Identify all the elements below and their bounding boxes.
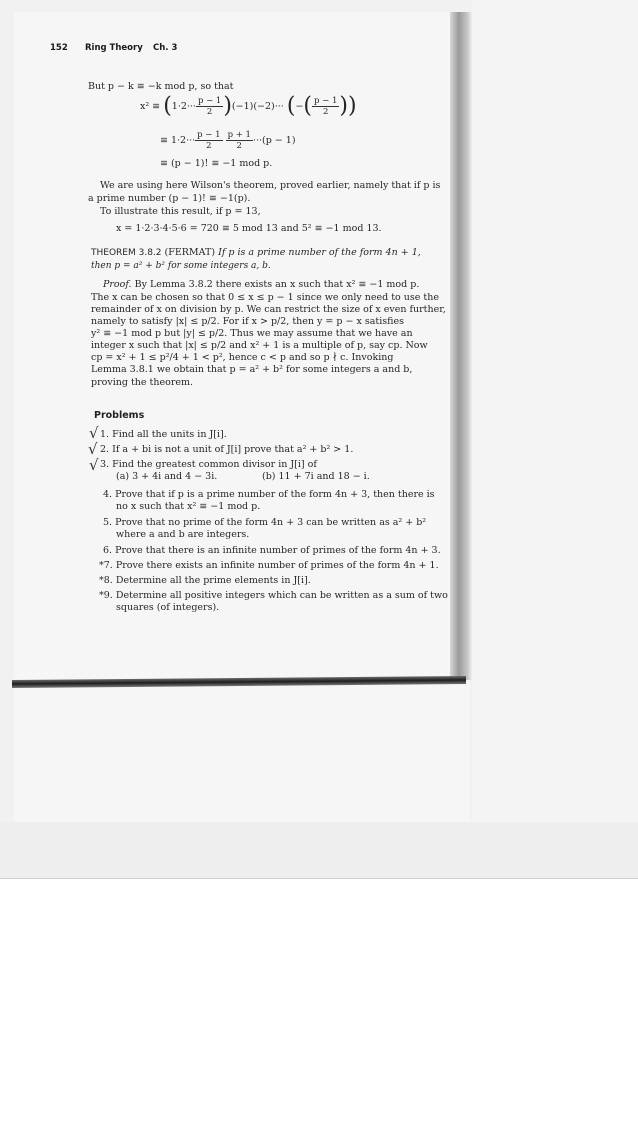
proof-tail-line: But p − k ≡ −k mod p, so that [88,81,234,92]
theorem-text: If p is a prime number of the form 4n + 1, [218,247,421,258]
handwritten-check-icon: √ [89,424,99,442]
book-title: Ring Theory [85,43,143,53]
eq1-product: 1·2··· [171,101,196,112]
problem-item-cont: no x such that x² ≡ −1 mod p. [116,501,261,512]
eq1-negatives: (−1)(−2)··· [231,101,284,112]
problem-item: 4. Prove that if p is a prime number of the form 4n + 3, then there is [103,489,435,500]
remark-example: x = 1·2·3·4·5·6 = 720 ≡ 5 mod 13 and 5² ≡ −1 mod 13. [116,223,382,234]
scan-boundary [0,878,638,879]
eq1-lhs: x² ≡ [140,101,161,112]
proof-line: y² ≡ −1 mod p but |y| ≤ p/2. Thus we may assume that we have an [91,328,413,339]
proof-label: Proof. [103,279,132,290]
theorem-attribution: (FERMAT) [164,247,216,258]
chapter-label: Ch. 3 [153,43,178,53]
theorem-label: THEOREM 3.8.2 [91,248,162,258]
problem-item: 2. If a + bi is not a unit of J[i] prove that a² + b² > 1. [100,444,354,455]
fraction: $\frac{p - 1}{2}$ [314,96,338,117]
problem-item: 3. Find the greatest common divisor in J[i] of [100,459,317,470]
theorem-text-cont: then p = a² + b² for some integers a, b. [91,261,271,271]
fraction: $\frac{p - 1}{2}$ [197,130,221,151]
scanner-margin [472,0,638,878]
theorem-statement [91,247,421,259]
page-spine-shadow [450,12,472,680]
fraction: $\frac{p - 1}{2}$ [197,96,222,117]
eq1-neg-sign: − [295,101,304,112]
problem-item: 5. Prove that no prime of the form 4n + 3 can be written as a² + b² [103,517,427,528]
handwritten-check-icon: √ [89,456,99,474]
problem-subitem: (b) 11 + 7i and 18 − i. [262,471,370,482]
equation-1 [140,93,357,119]
problem-subitem: (a) 3 + 4i and 4 − 3i. [116,471,218,482]
scanner-bottom-area [0,822,638,878]
remark-line: We are using here Wilson's theorem, proved earlier, namely that if p is [100,180,441,191]
proof-line: Lemma 3.8.1 we obtain that p = a² + b² for some integers a and b, [91,364,413,375]
eq2-product: ≡ 1·2··· [160,135,196,146]
proof-line: cp = x² + 1 ≤ p²/4 + 1 < p², hence c < p and so p ∤ c. Invoking [91,352,394,363]
eq2-tail: ···(p − 1) [252,135,296,146]
problems-heading: Problems [94,410,145,421]
paren-open: ( [163,93,172,119]
page-number: 152 [50,43,68,53]
paren-close: ) [223,93,232,119]
equation-3: ≡ (p − 1)! ≡ −1 mod p. [160,158,273,169]
fraction: $\frac{p + 1}{2}$ [227,130,251,151]
paren-open: ( [303,93,313,119]
proof-line: Proof. By Lemma 3.8.2 there exists an x such that x² ≡ −1 mod p. [103,279,420,290]
proof-line: integer x such that |x| ≤ p/2 and x² + 1 is a multiple of p, say cp. Now [91,340,428,351]
problem-item: 1. Find all the units in J[i]. [100,429,227,440]
problem-item: *7. Prove there exists an infinite number of primes of the form 4n + 1. [99,560,439,571]
proof-line: namely to satisfy |x| ≤ p/2. For if x > p/2, then y = p − x satisfies [91,316,404,327]
problem-item: 6. Prove that there is an infinite number of primes of the form 4n + 3. [103,545,441,556]
proof-line: remainder of x on division by p. We can restrict the size of x even further, [91,304,446,315]
equation-2 [160,130,296,151]
remark-line: a prime number (p − 1)! ≡ −1(p). [88,193,251,204]
paren-open: ( [286,93,296,119]
proof-line: proving the theorem. [91,377,194,388]
proof-line: The x can be chosen so that 0 ≤ x ≤ p − 1 since we only need to use the [91,292,439,303]
problem-item-cont: squares (of integers). [116,602,220,613]
remark-line: To illustrate this result, if p = 13, [100,206,261,217]
problem-item: *9. Determine all positive integers which can be written as a sum of two [99,590,448,601]
problem-item-cont: where a and b are integers. [116,529,250,540]
handwritten-check-icon: √ [88,440,98,458]
problem-item: *8. Determine all the prime elements in J[i]. [99,575,311,586]
paren-close: )) [339,93,357,119]
